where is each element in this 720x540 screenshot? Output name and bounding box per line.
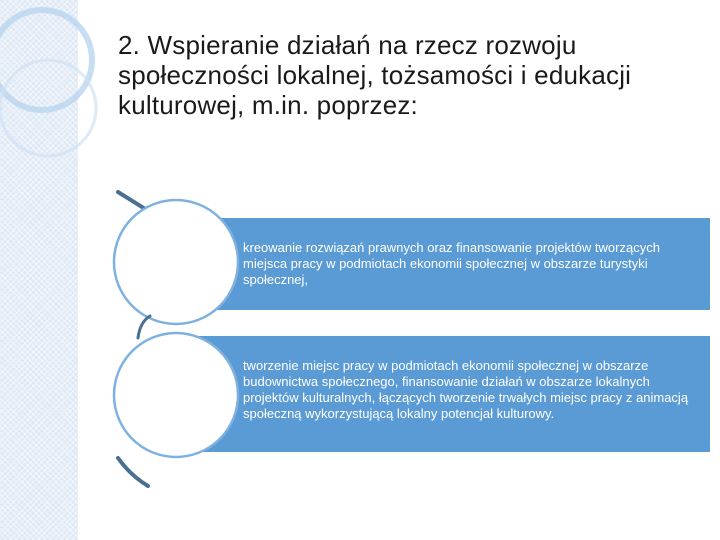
slide-title: 2. Wspieranie działań na rzecz rozwoju społeczności lokalnej, tożsamości i edukacji kulturowej, m.in. poprzez:	[118, 30, 632, 120]
item-2-text: tworzenie miejsc pracy w podmiotach ekonomii społecznej w obszarze budownictwa społecznego, finansowanie działań w obszarze lokalnych projektów kulturalnych, łączących tworzenie trwałych miejsc pracy z animacją społeczną wykorzystującą lokalny potencjał kulturowy.	[243, 358, 689, 421]
circle-1	[114, 200, 238, 324]
circle-2	[114, 333, 238, 457]
circle-link	[138, 316, 150, 338]
item-1-text: kreowanie rozwiązań prawnych oraz finansowanie projektów tworzących miejsca pracy w podmiotach ekonomii społecznej w obszarze turystyki społecznej,	[243, 240, 660, 287]
